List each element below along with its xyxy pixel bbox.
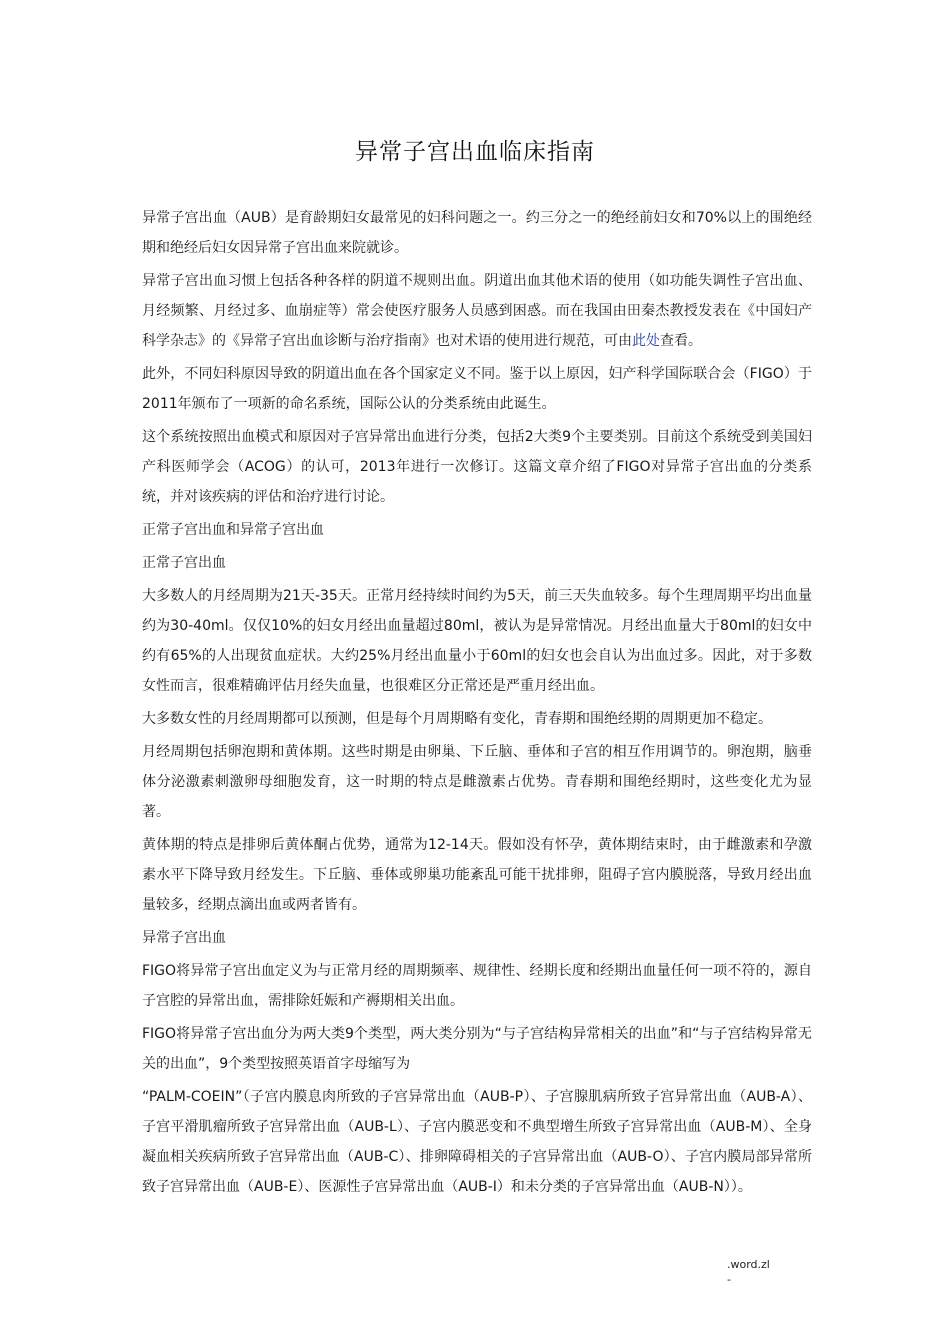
paragraph-figo-definition: FIGO将异常子宫出血定义为与正常月经的周期频率、规律性、经期长度和经期出血量任何一项不符的，源自子宫腔的异常出血，需排除妊娠和产褥期相关出血。 — [142, 963, 812, 1009]
paragraph-text-tail: 查看。 — [660, 333, 702, 349]
document-body — [142, 203, 812, 1205]
footer-watermark: .word.zl — [727, 1258, 770, 1271]
paragraph-figo-categories: FIGO将异常子宫出血分为两大类9个类型，两大类分别为“与子宫结构异常相关的出血”和“与子宫结构异常无关的出血”，9个类型按照英语首字母缩写为 — [142, 1026, 812, 1072]
paragraph-luteal-phase: 黄体期的特点是排卵后黄体酮占优势，通常为12-14天。假如没有怀孕，黄体期结束时，由于雌激素和孕激素水平下降导致月经发生。下丘脑、垂体或卵巢功能紊乱可能干扰排卵，阻碍子宫内膜脱落，导致月经出血量较多，经期点滴出血或两者皆有。 — [142, 837, 812, 913]
paragraph-figo-intro: 此外，不同妇科原因导致的阴道出血在各个国家定义不同。鉴于以上原因，妇产科学国际联合会（FIGO）于2011年颁布了一项新的命名系统，国际公认的分类系统由此诞生。 — [142, 366, 812, 412]
paragraph-classification-system: 这个系统按照出血模式和原因对子宫异常出血进行分类，包括2大类9个主要类别。目前这个系统受到美国妇产科医师学会（ACOG）的认可，2013年进行一次修订。这篇文章介绍了FIGO对异常子宫出血的分类系统，并对该疾病的评估和治疗进行讨论。 — [142, 429, 812, 505]
paragraph-follicular-phase: 月经周期包括卵泡期和黄体期。这些时期是由卵巢、下丘脑、垂体和子宫的相互作用调节的。卵泡期，脑垂体分泌激素刺激卵母细胞发育，这一时期的特点是雌激素占优势。青春期和围绝经期时，这些变化尤为显著。 — [142, 744, 812, 820]
paragraph-intro: 异常子宫出血（AUB）是育龄期妇女最常见的妇科问题之一。约三分之一的绝经前妇女和70%以上的围绝经期和绝经后妇女因异常子宫出血来院就诊。 — [142, 210, 812, 256]
subsection-heading-normal: 正常子宫出血 — [142, 555, 226, 571]
document-title: 异常子宫出血临床指南 — [355, 139, 595, 165]
paragraph-terminology — [142, 266, 812, 356]
section-heading-normal-abnormal: 正常子宫出血和异常子宫出血 — [142, 522, 324, 538]
footer-dash: - — [727, 1273, 731, 1286]
paragraph-text: 异常子宫出血习惯上包括各种各样的阴道不规则出血。阴道出血其他术语的使用（如功能失调性子宫出血、月经频繁、月经过多、血崩症等）常会使医疗服务人员感到困惑。而在我国由田秦杰教授发表在《中国妇产科学杂志》的《异常子宫出血诊断与治疗指南》也对术语的使用进行规范，可由 — [142, 273, 812, 349]
paragraph-predictability: 大多数女性的月经周期都可以预测，但是每个月周期略有变化，青春期和围绝经期的周期更加不稳定。 — [142, 711, 772, 727]
subsection-heading-abnormal: 异常子宫出血 — [142, 930, 226, 946]
paragraph-palm-coein: “PALM-COEIN”（子宫内膜息肉所致的子宫异常出血（AUB-P）、子宫腺肌病所致子宫异常出血（AUB-A）、子宫平滑肌瘤所致子宫异常出血（AUB-L）、子宫内膜恶变和不典型增生所致子宫异常出血（AUB-M）、全身凝血相关疾病所致子宫异常出血（AUB-C）、排卵障碍相关的子宫异常出血（AUB-O）、子宫内膜局部异常所致子宫异常出血（AUB-E）、医源性子宫异常出血（AUB-I）和未分类的子宫异常出血（AUB-N））。 — [142, 1089, 812, 1195]
paragraph-cycle-length: 大多数人的月经周期为21天-35天。正常月经持续时间约为5天，前三天失血较多。每个生理周期平均出血量约为30-40ml。仅仅10%的妇女月经出血量超过80ml，被认为是异常情况。月经出血量大于80ml的妇女中约有65%的人出现贫血症状。大约25%月经出血量小于60ml的妇女也会自认为出血过多。因此，对于多数女性而言，很难精确评估月经失血量，也很难区分正常还是严重月经出血。 — [142, 588, 812, 694]
here-link[interactable]: 此处 — [632, 333, 660, 349]
